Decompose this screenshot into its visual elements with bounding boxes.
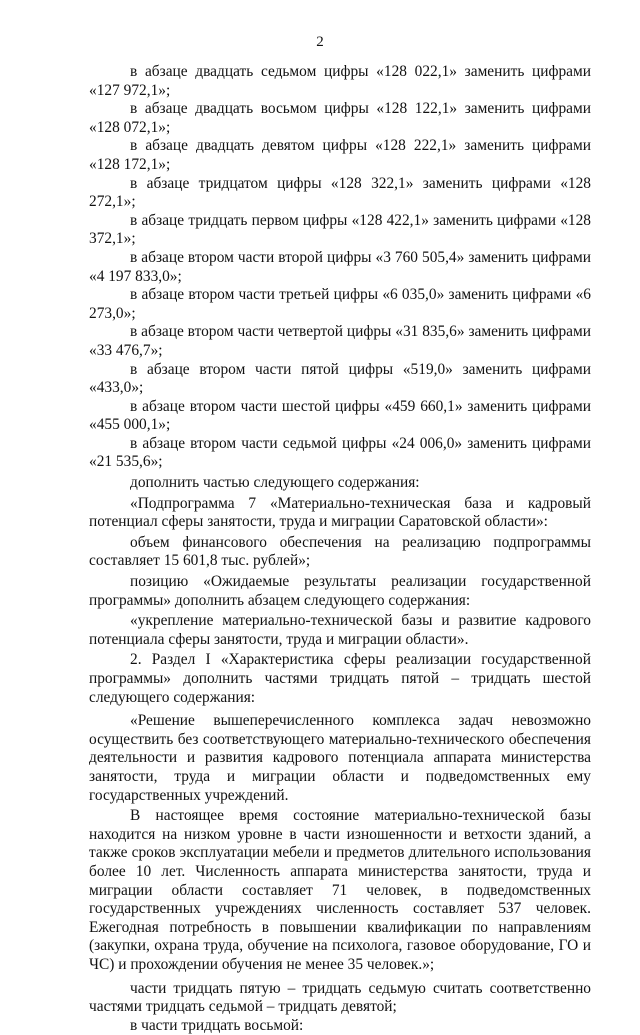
paragraph-part-7: в абзаце втором части седьмой цифры «24 006,0» заменить цифрами «21 535,6»; — [89, 434, 591, 471]
paragraph-add-part: дополнить частью следующего содержания: — [130, 474, 420, 492]
document-body — [89, 63, 591, 1035]
paragraph-expected-results: позицию «Ожидаемые результаты реализации государственной программы» дополнить абзацем следующего содержания: — [89, 573, 591, 609]
paragraph-part-6: в абзаце втором части шестой цифры «459 660,1» заменить цифрами «455 000,1»; — [89, 397, 591, 434]
paragraph-part-3: в абзаце втором части третьей цифры «6 035,0» заменить цифрами «6 273,0»; — [89, 286, 591, 322]
paragraph-amend-31: в абзаце тридцать первом цифры «128 422,1» заменить цифрами «128 372,1»; — [89, 211, 591, 248]
paragraph-part-5: в абзаце втором части пятой цифры «519,0» заменить цифрами «433,0»; — [89, 360, 591, 397]
page-number: 2 — [316, 34, 324, 50]
paragraph-strengthening: «укрепление материально-технической базы и развитие кадрового потенциала сферы занятости, труда и миграции области». — [89, 612, 591, 648]
paragraph-solution: «Решение вышеперечисленного комплекса задач невозможно осуществить без соответствующего материально-технического обеспечения деятельности и развития кадрового потенциала аппарата министерства занятости, труда и миграции области и подведомственных ему государственных учреждений. — [89, 712, 591, 804]
paragraph-funding: объем финансового обеспечения на реализацию подпрограммы составляет 15 601,8 тыс. рублей»; — [89, 533, 591, 570]
paragraph-section-1: 2. Раздел I «Характеристика сферы реализации государственной программы» дополнить частями тридцать пятой – тридцать шестой следующего содержания: — [89, 651, 591, 706]
paragraph-renumber: части тридцать пятую – тридцать седьмую считать соответственно частями тридцать седьмой – тридцать девятой; — [89, 979, 591, 1016]
paragraph-subprogram-7: «Подпрограмма 7 «Материально-техническая база и кадровый потенциал сферы занятости, труда и миграции Саратовской области»: — [89, 494, 591, 531]
paragraph-amend-29: в абзаце двадцать девятом цифры «128 222,1» заменить цифрами «128 172,1»; — [89, 137, 591, 173]
paragraph-amend-28: в абзаце двадцать восьмом цифры «128 122,1» заменить цифрами «128 072,1»; — [89, 100, 591, 136]
paragraph-part-4: в абзаце втором части четвертой цифры «31 835,6» заменить цифрами «33 476,7»; — [89, 323, 591, 359]
paragraph-part-38: в части тридцать восьмой: — [130, 1016, 304, 1034]
paragraph-amend-30: в абзаце тридцатом цифры «128 322,1» заменить цифрами «128 272,1»; — [89, 174, 591, 211]
paragraph-amend-27: в абзаце двадцать седьмом цифры «128 022,1» заменить цифрами «127 972,1»; — [89, 63, 591, 99]
paragraph-current-state: В настоящее время состояние материально-технической базы находится на низком уровне в части изношенности и ветхости зданий, а также сроков эксплуатации мебели и предметов длительного использования более 10 лет. Численность аппарата министерства занятости, труда и миграции области составляет 71 человек, в подведомственных государственных учреждениях численность составляет 537 человек. Ежегодная потребность в повышении квалификации по направлениям (закупки, охрана труда, обучение на психолога, газовое оборудование, ГО и ЧС) и прохождении обучения не менее 35 человек.»; — [89, 807, 591, 973]
paragraph-part-2: в абзаце втором части второй цифры «3 760 505,4» заменить цифрами «4 197 833,0»; — [89, 248, 591, 285]
